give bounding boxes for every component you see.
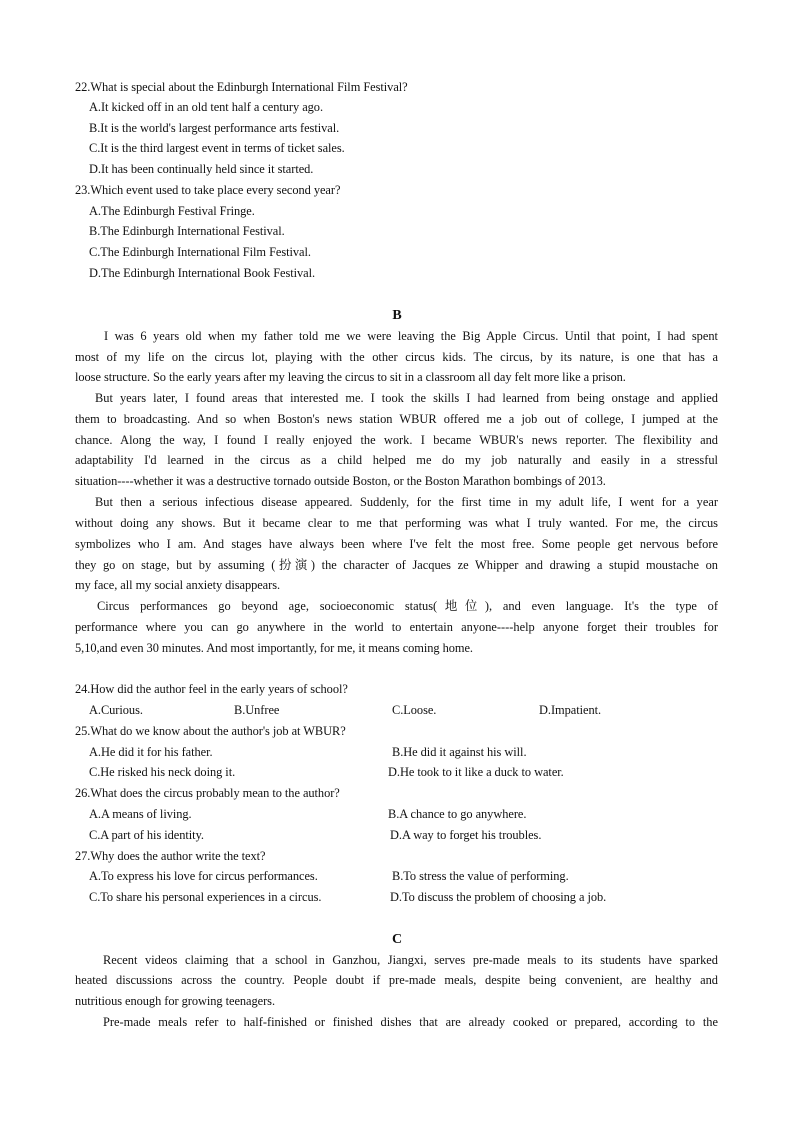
question-26-option-c[interactable]: C.A part of his identity. xyxy=(89,828,204,842)
question-25-option-b[interactable]: B.He did it against his will. xyxy=(392,745,527,759)
passage-b-line: loose structure. So the early years after my leaving the circus to sit in a classroom all day felt more like a prison. xyxy=(75,370,626,384)
passage-b-line: chance. Along the way, I found I really enjoyed the work. I became WBUR's news reporter. The flexibility and xyxy=(75,433,718,447)
passage-c-line: nutritious enough for growing teenagers. xyxy=(75,994,275,1008)
question-22-stem: 22.What is special about the Edinburgh International Film Festival? xyxy=(75,80,408,94)
passage-c-line: Recent videos claiming that a school in Ganzhou, Jiangxi, serves pre-made meals to its students have sparked xyxy=(103,953,718,967)
question-26-option-b[interactable]: B.A chance to go anywhere. xyxy=(388,807,527,821)
passage-b-line: most of my life on the circus lot, playing with the other circus kids. The circus, by its nature, is one that has a xyxy=(75,350,718,364)
question-23-option-c[interactable]: C.The Edinburgh International Film Festival. xyxy=(89,245,311,259)
question-22-option-a[interactable]: A.It kicked off in an old tent half a century ago. xyxy=(89,100,323,114)
passage-b-line: Circus performances go beyond age, socioeconomic status(地位), and even language. It's the type of xyxy=(97,599,718,613)
question-25-option-d[interactable]: D.He took to it like a duck to water. xyxy=(388,765,564,779)
question-22-option-c[interactable]: C.It is the third largest event in terms of ticket sales. xyxy=(89,141,345,155)
question-26-option-a[interactable]: A.A means of living. xyxy=(89,807,192,821)
passage-b-line: symbolizes who I am. And stages have always been where I've felt the most free. Some people get nervous before xyxy=(75,537,718,551)
passage-b-line: performance where you can go anywhere in the world to entertain anyone----help anyone forget their troubles for xyxy=(75,620,718,634)
passage-b-line: adaptability I'd learned in the circus as a child helped me do my job naturally and easily in a stressful xyxy=(75,453,718,467)
question-25-option-a[interactable]: A.He did it for his father. xyxy=(89,745,213,759)
question-26-stem: 26.What does the circus probably mean to the author? xyxy=(75,786,340,800)
question-22-option-b[interactable]: B.It is the world's largest performance arts festival. xyxy=(89,121,340,135)
question-24-stem: 24.How did the author feel in the early years of school? xyxy=(75,682,348,696)
passage-b-line: But then a serious infectious disease appeared. Suddenly, for the first time in my adult life, I went for a year xyxy=(95,495,718,509)
passage-b-line: 5,10,and even 30 minutes. And most importantly, for me, it means coming home. xyxy=(75,641,473,655)
question-23-stem: 23.Which event used to take place every second year? xyxy=(75,183,341,197)
question-27-option-b[interactable]: B.To stress the value of performing. xyxy=(392,869,569,883)
question-27-option-a[interactable]: A.To express his love for circus performances. xyxy=(89,869,318,883)
passage-c-line: heated discussions across the country. People doubt if pre-made meals, despite being convenient, are healthy and xyxy=(75,973,718,987)
question-23-option-a[interactable]: A.The Edinburgh Festival Fringe. xyxy=(89,204,255,218)
question-23-option-b[interactable]: B.The Edinburgh International Festival. xyxy=(89,224,285,238)
question-27-option-d[interactable]: D.To discuss the problem of choosing a job. xyxy=(390,890,607,904)
question-24-option-c[interactable]: C.Loose. xyxy=(392,703,437,717)
passage-b-line: I was 6 years old when my father told me we were leaving the Big Apple Circus. Until that point, I had spent xyxy=(104,329,718,343)
question-27-stem: 27.Why does the author write the text? xyxy=(75,849,266,863)
passage-c-line: Pre-made meals refer to half-finished or finished dishes that are already cooked or prepared, according to the xyxy=(103,1015,718,1029)
passage-b-line: they go on stage, but by assuming (扮演) the character of Jacques ze Whipper and drawing a stupid moustache on xyxy=(75,558,718,572)
question-24-option-b[interactable]: B.Unfree xyxy=(234,703,280,717)
passage-b-line: my face, all my social anxiety disappears. xyxy=(75,578,281,592)
passage-b-line: without doing any shows. But it became clear to me that performing was what I truly wanted. For me, the circus xyxy=(75,516,718,530)
question-23-option-d[interactable]: D.The Edinburgh International Book Festival. xyxy=(89,266,316,280)
passage-b-line: them to broadcasting. And so when Boston's news station WBUR offered me a job out of college, I jumped at the xyxy=(75,412,718,426)
question-26-option-d[interactable]: D.A way to forget his troubles. xyxy=(390,828,542,842)
question-22-option-d[interactable]: D.It has been continually held since it started. xyxy=(89,162,314,176)
section-b-heading: B xyxy=(392,308,402,323)
question-27-option-c[interactable]: C.To share his personal experiences in a circus. xyxy=(89,890,322,904)
question-25-stem: 25.What do we know about the author's job at WBUR? xyxy=(75,724,346,738)
section-c-heading: C xyxy=(391,932,403,947)
passage-b-line: situation----whether it was a destructive tornado outside Boston, or the Boston Marathon bombings of 2013. xyxy=(75,474,606,488)
question-24-option-d[interactable]: D.Impatient. xyxy=(539,703,602,717)
question-25-option-c[interactable]: C.He risked his neck doing it. xyxy=(89,765,236,779)
question-24-option-a[interactable]: A.Curious. xyxy=(89,703,143,717)
passage-b-line: But years later, I found areas that interested me. I took the skills I had learned from being onstage and applied xyxy=(95,391,718,405)
